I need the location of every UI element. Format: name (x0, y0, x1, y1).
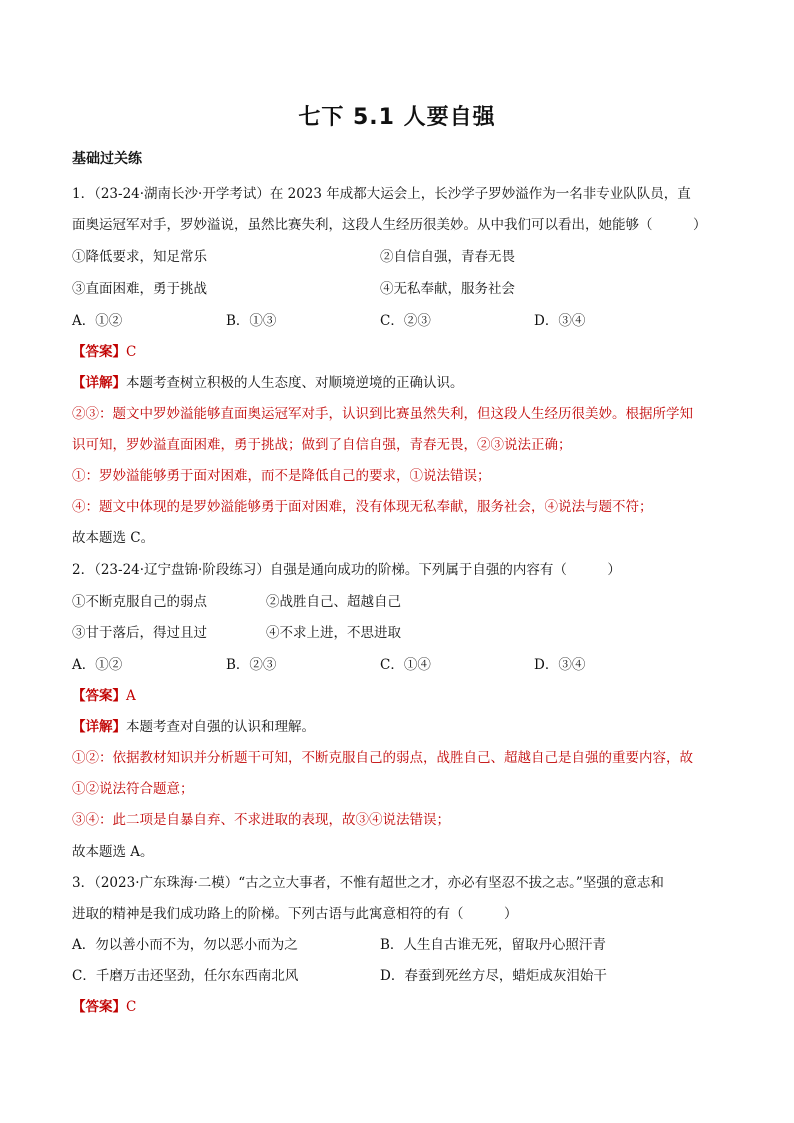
detail-text: 本题考查树立积极的人生态度、对顺境逆境的正确认识。 (126, 375, 464, 391)
q2-reason-1: ①②：依据教材知识并分析题干可知，不断克服自己的弱点，战胜自己、超越自己是自强的重要内容，故 (72, 750, 693, 766)
q3-choice-c: C．千磨万击还坚劲，任尔东西南北风 (72, 968, 299, 984)
q2-choice-b: B．②③ (226, 657, 277, 673)
answer-value: C (126, 999, 137, 1015)
q1-option-1: ①降低要求，知足常乐 (72, 249, 207, 265)
q2-option-2: ②战胜自己、超越自己 (266, 594, 401, 610)
q2-choice-c: C．①④ (380, 657, 431, 673)
q1-option-4: ④无私奉献，服务社会 (380, 281, 515, 297)
q1-reason-2: 识可知，罗妙溢直面困难，勇于挑战；做到了自信自强，青春无畏，②③说法正确； (72, 437, 572, 453)
answer-tag: 【答案】 (72, 344, 126, 360)
section-heading: 基础过关练 (72, 151, 142, 167)
q2-answer (72, 686, 136, 706)
detail-tag: 【详解】 (72, 375, 126, 391)
q1-choice-d: D．③④ (534, 313, 586, 329)
q1-reason-3: ①：罗妙溢能够勇于面对困难，而不是降低自己的要求，①说法错误； (72, 468, 491, 484)
q2-stem: 2．（23-24·辽宁盘锦·阶段练习）自强是通向成功的阶梯。下列属于自强的内容有（ ） (72, 562, 621, 578)
q2-choice-a: A．①② (72, 657, 123, 673)
answer-tag: 【答案】 (72, 999, 126, 1015)
q2-choice-d: D．③④ (534, 657, 586, 673)
detail-tag: 【详解】 (72, 719, 126, 735)
q1-answer (72, 342, 136, 362)
q3-stem-line1: 3．（2023·广东珠海·二模）“古之立大事者，不惟有超世之才，亦必有坚忍不拔之志。”坚强的意志和 (72, 875, 664, 891)
q1-choice-b: B．①③ (226, 313, 277, 329)
q2-option-4: ④不求上进，不思进取 (266, 625, 401, 641)
q2-detail (72, 717, 315, 737)
q1-option-3: ③直面困难，勇于挑战 (72, 281, 207, 297)
answer-value: A (126, 688, 136, 704)
q2-reason-2: ①②说法符合题意； (72, 781, 194, 797)
q2-reason-3: ③④：此二项是自暴自弃、不求进取的表现，故③④说法错误； (72, 812, 450, 828)
q1-stem-line2: 面奥运冠军对手，罗妙溢说，虽然比赛失利，这段人生经历很美妙。从中我们可以看出，她能够（ ） (72, 217, 707, 233)
q1-detail (72, 373, 464, 393)
q1-reason-4: ④：题文中体现的是罗妙溢能够勇于面对困难，没有体现无私奉献，服务社会，④说法与题不符； (72, 499, 653, 515)
q1-conclusion: 故本题选 C。 (72, 530, 155, 546)
detail-text: 本题考查对自强的认识和理解。 (126, 719, 315, 735)
q3-stem-line2: 进取的精神是我们成功路上的阶梯。下列古语与此寓意相符的有（ ） (72, 906, 518, 922)
q3-answer (72, 997, 136, 1017)
q3-choice-d: D．春蚕到死丝方尽，蜡炬成灰泪始干 (380, 968, 607, 984)
page-title: 七下 5.1 人要自强 (298, 105, 496, 130)
q2-conclusion: 故本题选 A。 (72, 844, 154, 860)
answer-value: C (126, 344, 137, 360)
q1-option-2: ②自信自强，青春无畏 (380, 249, 515, 265)
q1-reason-1: ②③：题文中罗妙溢能够直面奥运冠军对手，认识到比赛虽然失利，但这段人生经历很美妙。根据所学知 (72, 406, 693, 422)
q1-choice-a: A．①② (72, 313, 123, 329)
q1-choice-c: C．②③ (380, 313, 431, 329)
answer-tag: 【答案】 (72, 688, 126, 704)
q2-option-1: ①不断克服自己的弱点 (72, 594, 207, 610)
q1-stem-line1: 1．（23-24·湖南长沙·开学考试）在 2023 年成都大运会上，长沙学子罗妙溢作为一名非专业队队员，直 (72, 186, 691, 202)
q2-option-3: ③甘于落后，得过且过 (72, 625, 207, 641)
q3-choice-a: A．勿以善小而不为，勿以恶小而为之 (72, 937, 298, 953)
q3-choice-b: B．人生自古谁无死，留取丹心照汗青 (380, 937, 606, 953)
